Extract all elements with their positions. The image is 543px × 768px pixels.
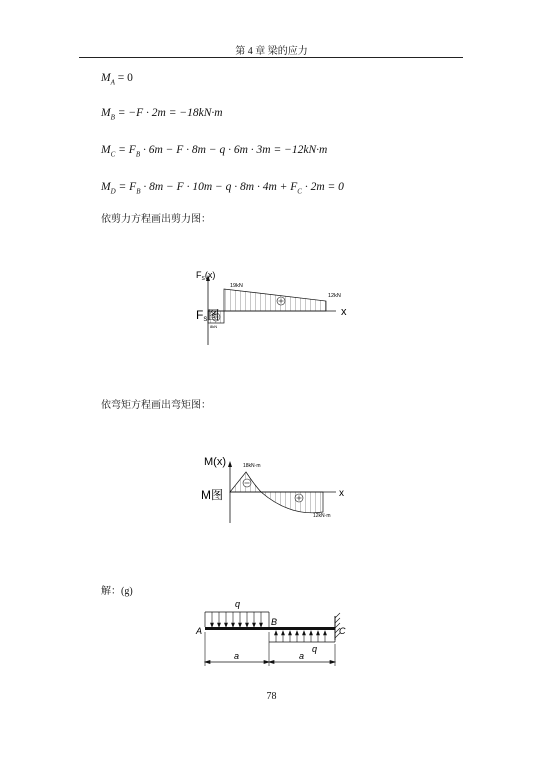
moment-axis-label: M(x) xyxy=(204,456,226,468)
moment-diagram-label: M图 xyxy=(201,488,223,502)
shear-val-left: 19kN xyxy=(230,283,243,289)
shear-val-right: 12kN xyxy=(328,293,341,299)
shear-val-neg: 8kN xyxy=(210,324,218,329)
eq-rhs-sub: B xyxy=(135,150,141,159)
shear-force-diagram xyxy=(190,265,370,355)
eq-rhs-pre: = F xyxy=(118,181,137,193)
dim-right-label: a xyxy=(299,651,305,661)
top-load-arrows xyxy=(211,612,263,627)
header-rule xyxy=(79,57,463,58)
eq-lhs-sub: A xyxy=(110,78,115,87)
eq-rhs-pre: = F xyxy=(118,144,136,156)
bending-moment-diagram xyxy=(195,451,355,541)
eq-rhs: · 6m − F · 8m − q · 6m · 3m = −12kN·m xyxy=(140,144,328,156)
eq-lhs: M xyxy=(101,181,111,193)
beam xyxy=(205,627,335,630)
page-number: 78 xyxy=(266,691,277,702)
eq-rhs: = −F · 2m = −18kN·m xyxy=(117,107,223,119)
bottom-load-arrows xyxy=(275,631,327,642)
eq-rhs-sub2: C xyxy=(297,187,302,196)
shear-diagram-label: FS图 xyxy=(196,308,220,323)
eq-rhs: = 0 xyxy=(117,72,133,84)
eq-lhs: M xyxy=(101,72,111,84)
page-header: 第 4 章 梁的应力 xyxy=(235,46,308,57)
dim-left-label: a xyxy=(234,651,240,661)
moment-val-bottom: 12kN·m xyxy=(313,513,331,519)
eq-rhs: · 8m − F · 10m − q · 8m · 4m + F xyxy=(140,181,298,193)
shear-positive-region xyxy=(224,289,326,311)
eq-lhs: M xyxy=(101,144,111,156)
moment-x-label: x xyxy=(339,488,344,499)
eq-rhs-sub: B xyxy=(136,187,141,196)
eq-lhs-sub: C xyxy=(110,150,116,159)
eq-lhs-sub: B xyxy=(110,113,115,122)
equation-mc xyxy=(101,144,327,158)
eq-rhs-end: · 2m = 0 xyxy=(301,181,344,193)
solution-label: 解：(g) xyxy=(101,586,133,597)
moment-y-axis-arrow xyxy=(228,461,232,467)
shear-caption: 依剪力方程画出剪力图： xyxy=(101,214,211,225)
eq-lhs-sub: D xyxy=(110,187,116,196)
beam-diagram xyxy=(193,596,355,670)
point-c-label: C xyxy=(339,626,346,636)
equation-ma xyxy=(101,72,133,86)
moment-val-top: 18kN·m xyxy=(243,463,261,469)
bottom-load-label: q xyxy=(312,644,318,654)
eq-lhs: M xyxy=(101,107,111,119)
equation-md xyxy=(101,181,344,195)
top-load-label: q xyxy=(235,599,241,609)
moment-caption: 依弯矩方程画出弯矩图： xyxy=(101,400,211,411)
point-b-label: B xyxy=(271,617,278,627)
shear-axis-label: $F_S(x)$ xyxy=(196,270,216,282)
point-a-label: A xyxy=(196,626,203,636)
moment-positive-region xyxy=(261,492,323,513)
equation-mb xyxy=(101,107,223,121)
shear-x-label: x xyxy=(341,306,347,318)
